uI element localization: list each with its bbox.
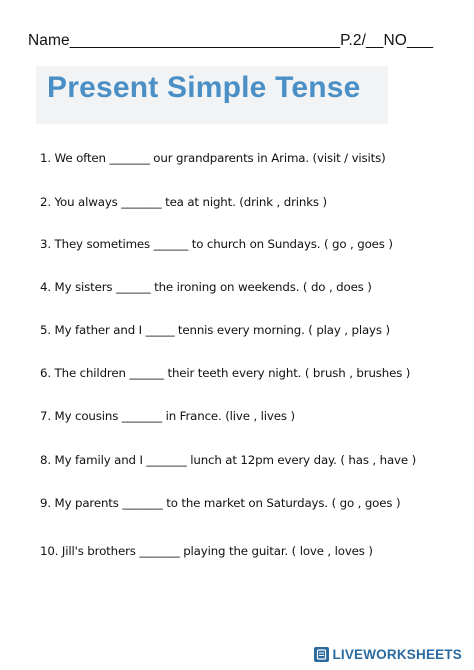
- question-7: 7. My cousins _______ in France. (live , lives ): [40, 409, 295, 423]
- question-6: 6. The children ______ their teeth every night. ( brush , brushes ): [40, 366, 411, 380]
- question-5: 5. My father and I _____ tennis every morning. ( play , plays ): [40, 323, 390, 337]
- question-10: 10. Jill's brothers _______ playing the guitar. ( love , loves ): [40, 544, 373, 558]
- liveworksheets-logo-text: LIVEWORKSHEETS: [332, 646, 462, 662]
- worksheet-title: Present Simple Tense: [47, 71, 361, 104]
- question-1: 1. We often _______ our grandparents in Arima. (visit / visits): [40, 151, 386, 165]
- question-9: 9. My parents _______ to the market on Saturdays. ( go , goes ): [40, 496, 401, 510]
- name-class-number-line: Name_______________________________P.2/__NO___: [28, 32, 434, 49]
- question-8: 8. My family and I _______ lunch at 12pm every day. ( has , have ): [40, 453, 417, 467]
- question-4: 4. My sisters ______ the ironing on weekends. ( do , does ): [40, 280, 372, 294]
- question-3: 3. They sometimes ______ to church on Sundays. ( go , goes ): [40, 237, 393, 251]
- liveworksheets-logo: [314, 646, 462, 662]
- liveworksheets-logo-icon: [314, 647, 329, 662]
- question-2: 2. You always _______ tea at night. (drink , drinks ): [40, 195, 327, 209]
